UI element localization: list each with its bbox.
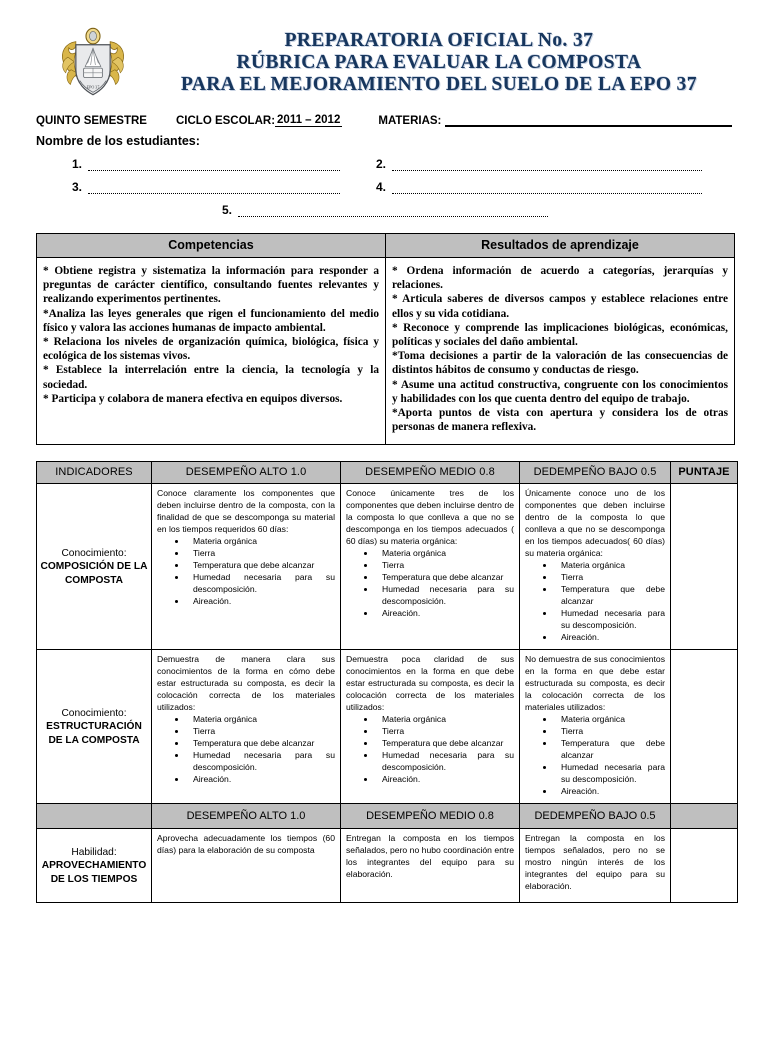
subjects-input[interactable] [445,114,732,127]
criteria-bullet-item: • Materia orgánica [555,559,665,571]
competencias-text: * Obtiene registra y sistematiza la información para responder a preguntas de carácter científico, consultando fuentes relevantes y realizando experimentos pertinentes. *Analiza las leyes generales que rigen el funcionamiento del medio físico y valora las acciones humanas de impacto ambiental. * Relaciona los niveles de organización química, biológica, física y ecológica de los sistemas vivos. * Establece la interrelación entre la ciencia, la tecnología y la sociedad. * Participa y colabora de manera efectiva en equipos diversos. [43,265,379,405]
criteria-bullet-item: • Temperatura que debe alcanzar [555,737,665,761]
table-header-row [37,234,735,258]
criteria-bullet-item: • Aireación. [555,785,665,797]
cell-alto-aprovechamiento [152,829,341,903]
header-desempeno-medio: DESEMPEÑO MEDIO 0.8 [341,462,520,484]
cell-medio-estructuracion [341,650,520,804]
criteria-text: Demuestra poca claridad de sus conocimientos en la forma en que debe estar estructurada su composta, es decir la colocación correcta de los materiales utilizados: [346,654,514,713]
header-puntaje: PUNTAJE [671,462,738,484]
competencias-table [36,233,735,445]
student-row [36,157,732,171]
criteria-bullet-item: • Aireación. [187,773,335,785]
cycle-value: 2011 – 2012 [277,114,341,126]
criteria-bullet-item: • Humedad necesaria para su descomposición. [187,749,335,773]
title-line-3: PARA EL MEJORAMIENTO DEL SUELO DE LA EPO 37 [181,74,697,95]
cell-competencias [37,258,386,445]
indicator-kind: Conocimiento: [61,707,127,719]
criteria-bullets [346,547,514,619]
score-input-aprovechamiento[interactable] [671,829,738,903]
student-number-2: 2. [376,157,387,171]
criteria-bullet-item: • Tierra [187,725,335,737]
student-field-1[interactable] [36,157,376,171]
criteria-bullet-item: • Humedad necesaria para su descomposición. [555,607,665,631]
header-competencias: Competencias [37,234,386,258]
indicator-name: APROVECHAMIENTO DE LOS TIEMPOS [41,860,147,885]
criteria-bullet-item: • Tierra [555,571,665,583]
students-fields [36,157,732,217]
cell-alto-composicion [152,484,341,650]
header-indicadores: INDICADORES [37,462,152,484]
criteria-bullet-item: • Aireación. [376,773,514,785]
criteria-bullet-item: • Temperatura que debe alcanzar [376,571,514,583]
meta-row [36,114,732,127]
student-input-1[interactable] [88,158,340,171]
subheader-desempeno-alto: DESEMPEÑO ALTO 1.0 [152,804,341,829]
cell-medio-aprovechamiento [341,829,520,903]
criteria-bullet-item: • Humedad necesaria para su descomposición. [376,583,514,607]
cell-medio-composicion [341,484,520,650]
student-number-1: 1. [72,157,83,171]
criteria-text: Únicamente conoce uno de los componentes que deben incluirse dentro de la composta lo que conlleva a que no se descomponga en los tiempos adecuados( 60 días) su materia orgánica: [525,488,665,559]
subheader-desempeno-bajo: DEDEMPEÑO BAJO 0.5 [520,804,671,829]
resultados-text: * Ordena información de acuerdo a categorías, jerarquías y relaciones. * Articula saberes de diversos campos y establece relaciones entre ellos y su vida cotidiana. * Reconoce y comprende las implicaciones biológicas, económicas, políticas y sociales del daño ambiental. *Toma decisiones a partir de la valoración de las consecuencias de distintos hábitos de consumo y conductas de riesgo. * Asume una actitud constructiva, congruente con los conocimientos y habilidades con los que cuenta dentro del equipo de trabajo. *Aporta puntos de vista con apertura y considera los de otras personas de manera reflexiva. [392,265,728,434]
subjects-label: MATERIAS: [378,115,442,127]
cell-bajo-composicion [520,484,671,650]
criteria-text: Demuestra de manera clara sus conocimientos de la forma en cómo debe estar estructurada su composta, es decir la colocación correcta de los materiales utilizados: [157,654,335,713]
criteria-bullet-item: • Materia orgánica [376,547,514,559]
student-number-3: 3. [72,180,83,194]
criteria-text: No demuestra de sus conocimientos en la forma en que debe estar estructurada su composta, es decir la colocación correcta de los materiales utilizados: [525,654,665,713]
student-input-2[interactable] [392,158,702,171]
criteria-bullet-item: • Materia orgánica [187,535,335,547]
criteria-bullet-item: • Materia orgánica [555,713,665,725]
rubric-subheader-row [37,804,738,829]
cell-resultados [386,258,735,445]
criteria-bullet-item: • Temperatura que debe alcanzar [187,559,335,571]
rubric-document-page [0,28,768,1052]
criteria-bullet-item: • Temperatura que debe alcanzar [187,737,335,749]
criteria-bullet-item: • Temperatura que debe alcanzar [555,583,665,607]
cell-bajo-estructuracion [520,650,671,804]
document-title [146,30,732,96]
indicator-estructuracion [37,650,152,804]
criteria-bullet-item: • Tierra [376,559,514,571]
criteria-bullets [157,535,335,607]
criteria-bullets [157,713,335,785]
title-line-2: RÚBRICA PARA EVALUAR LA COMPOSTA [236,52,642,73]
rubric-row-aprovechamiento [37,829,738,903]
student-input-3[interactable] [88,181,340,194]
semester-label: QUINTO SEMESTRE [36,115,147,127]
criteria-bullet-item: • Tierra [187,547,335,559]
indicator-kind: Habilidad: [71,846,117,858]
student-field-3[interactable] [36,180,376,194]
header-desempeno-alto: DESEMPEÑO ALTO 1.0 [152,462,341,484]
indicator-kind: Conocimiento: [61,547,127,559]
criteria-bullet-item: • Aireación. [187,595,335,607]
document-header [36,28,732,108]
criteria-bullet-item: • Humedad necesaria para su descomposición. [555,761,665,785]
subheader-desempeno-medio: DESEMPEÑO MEDIO 0.8 [341,804,520,829]
rubric-table [36,461,738,903]
rubric-row-estructuracion [37,650,738,804]
criteria-text: Conoce claramente los componentes que deben incluirse dentro de la composta, con la finalidad de que se descomponga su material en los tiempos requeridos 60 días: [157,488,335,535]
indicator-aprovechamiento [37,829,152,903]
subheader-blank-right [671,804,738,829]
criteria-bullets [346,713,514,785]
criteria-bullet-item: • Humedad necesaria para su descomposición. [376,749,514,773]
student-row [36,180,732,194]
criteria-bullet-item: • Tierra [555,725,665,737]
score-input-estructuracion[interactable] [671,650,738,804]
criteria-text: Conoce únicamente tres de los componentes que deben incluirse dentro de la composta lo que conlleva a que no se descomponga en los tiempos adecuados ( 60 días) su materia orgánica: [346,488,514,547]
cell-alto-estructuracion [152,650,341,804]
rubric-header-row [37,462,738,484]
indicator-name: COMPOSICIÓN DE LA COMPOSTA [40,561,148,586]
criteria-text: Entregan la composta en los tiempos señalados, pero no hubo coordinación entre los integrantes del equipo para su elaboración. [346,833,514,880]
header-desempeno-bajo: DEDEMPEÑO BAJO 0.5 [520,462,671,484]
criteria-bullet-item: • Materia orgánica [187,713,335,725]
student-field-4[interactable] [376,180,716,194]
title-line-1: PREPARATORIA OFICIAL No. 37 [284,30,594,51]
student-field-5[interactable] [222,203,548,217]
header-resultados: Resultados de aprendizaje [386,234,735,258]
student-row [36,203,732,217]
criteria-bullet-item: • Aireación. [555,631,665,643]
score-input-composicion[interactable] [671,484,738,650]
student-field-2[interactable] [376,157,716,171]
svg-text:EPO 37: EPO 37 [86,84,100,90]
subheader-blank-left [37,804,152,829]
criteria-bullets [525,713,665,797]
criteria-text: Aprovecha adecuadamente los tiempos (60 días) para la elaboración de su composta [157,833,335,856]
criteria-bullet-item: • Temperatura que debe alcanzar [376,737,514,749]
indicator-composicion [37,484,152,650]
criteria-bullet-item: • Tierra [376,725,514,737]
criteria-bullet-item: • Aireación. [376,607,514,619]
criteria-text: Entregan la composta en los tiempos señalados, pero no se mostro ningún interés de los integrantes del equipo para su elaboración. [525,833,665,892]
student-number-5: 5. [222,203,233,217]
rubric-row-composicion [37,484,738,650]
cell-bajo-aprovechamiento [520,829,671,903]
epo37-crest-logo [54,26,132,104]
criteria-bullets [525,559,665,643]
criteria-bullet-item: • Humedad necesaria para su descomposición. [187,571,335,595]
student-number-4: 4. [376,180,387,194]
table-row [37,258,735,445]
student-input-5[interactable] [238,204,548,217]
criteria-bullet-item: • Materia orgánica [376,713,514,725]
indicator-name: ESTRUCTURACIÓN DE LA COMPOSTA [46,721,142,746]
student-input-4[interactable] [392,181,702,194]
students-heading: Nombre de los estudiantes: [36,134,200,148]
cycle-label: CICLO ESCOLAR: [176,115,276,127]
